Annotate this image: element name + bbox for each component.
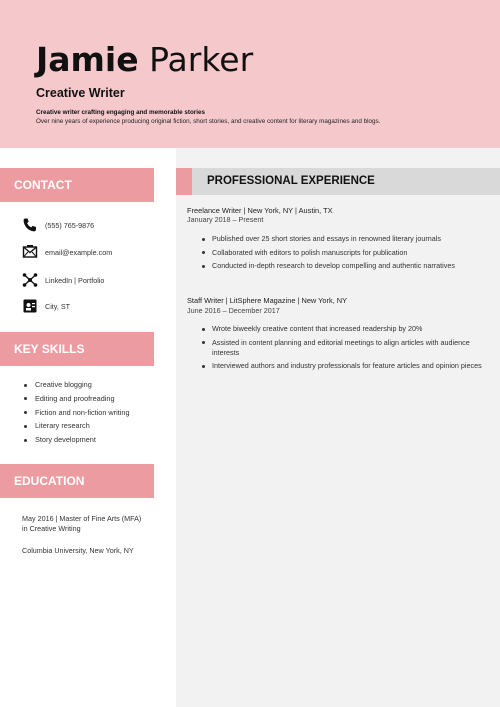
- education-heading: EDUCATION: [0, 464, 154, 498]
- skill-item: Editing and proofreading: [22, 392, 130, 406]
- contact-phone: [22, 216, 95, 234]
- resume-header: [0, 0, 500, 148]
- skill-item: Creative blogging: [22, 378, 130, 392]
- tagline: Creative writer crafting engaging and memorable stories: [36, 109, 206, 116]
- bullet-item: Published over 25 short stories and essays in renowned literary journals: [200, 234, 485, 244]
- job-bullets: [200, 234, 485, 275]
- bullet-item: Conducted in-depth research to develop compelling and authentic narratives: [200, 261, 485, 271]
- bullet-item: Assisted in content planning and editorial meetings to align articles with audience interests: [200, 338, 485, 358]
- job-dates: January 2018 – Present: [187, 215, 264, 224]
- envelope-icon: [22, 244, 38, 260]
- experience-heading-label: PROFESSIONAL EXPERIENCE: [207, 175, 375, 187]
- experience-heading: [176, 168, 500, 195]
- skills-heading: KEY SKILLS: [0, 332, 154, 366]
- job-title: Freelance Writer | New York, NY | Austin, TX: [187, 206, 333, 215]
- candidate-name: [36, 40, 253, 79]
- heading-accent: [176, 168, 192, 195]
- id-card-icon: [22, 298, 38, 314]
- bullet-item: Collaborated with editors to polish manuscripts for publication: [200, 248, 485, 258]
- summary: Over nine years of experience producing original fiction, short stories, and creative content for literary magazines and blogs.: [36, 118, 381, 125]
- job-bullets: [200, 324, 485, 375]
- bullet-item: Interviewed authors and industry professionals for feature articles and opinion pieces: [200, 361, 485, 371]
- first-name: Jamie: [36, 40, 139, 79]
- skill-item: Story development: [22, 433, 130, 447]
- skill-item: Fiction and non-fiction writing: [22, 406, 130, 420]
- education-degree: May 2016 | Master of Fine Arts (MFA) in Creative Writing: [22, 514, 142, 533]
- job-dates: June 2016 – December 2017: [187, 306, 280, 315]
- contact-email: [22, 243, 113, 261]
- phone-text: (555) 765-9876: [45, 220, 95, 230]
- skill-item: Literary research: [22, 419, 130, 433]
- contact-location: [22, 297, 71, 315]
- job-role: Creative Writer: [36, 86, 125, 100]
- skills-list: [22, 378, 130, 447]
- bullet-item: Wrote biweekly creative content that increased readership by 20%: [200, 324, 485, 334]
- email-text: email@example.com: [45, 247, 113, 257]
- job-title: Staff Writer | LitSphere Magazine | New York, NY: [187, 296, 348, 305]
- location-text: City, ST: [45, 301, 71, 311]
- last-name: Parker: [149, 40, 254, 79]
- contact-heading: CONTACT: [0, 168, 154, 202]
- contact-links: [22, 271, 105, 289]
- links-text: LinkedIn | Portfolio: [45, 275, 105, 285]
- phone-icon: [22, 217, 38, 233]
- education-school: Columbia University, New York, NY: [22, 546, 134, 555]
- network-icon: [22, 272, 38, 288]
